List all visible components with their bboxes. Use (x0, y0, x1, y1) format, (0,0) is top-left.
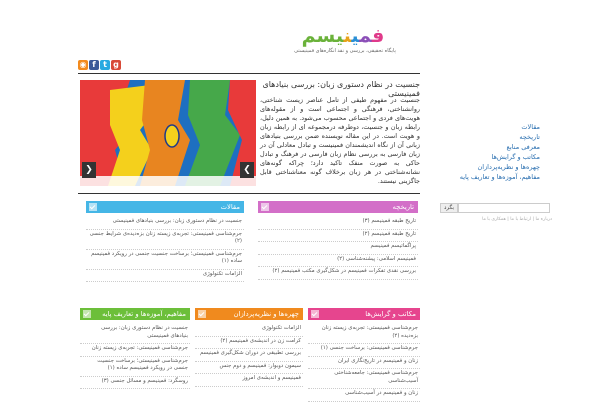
widget-title[interactable]: تاریخچه (392, 203, 414, 211)
list-item[interactable]: بررسی نقدی تفکرات فمینیسم در شکل‌گیری مکتب فمینیسم (۲) (258, 267, 418, 280)
faces-illustration (80, 80, 256, 186)
list-item[interactable]: جرم‌شناسی فمینیستی: برساخت جنسی (۱) (308, 344, 420, 357)
list-item[interactable]: جرم‌شناسی فمینیستی؛ برساخت جنسیت جنسی در رویکرد فمینیسم ساده (۱) (86, 250, 244, 270)
twitter-icon[interactable]: t (100, 60, 110, 70)
list-item[interactable]: سیمون دوبوار: فمینیسم و دوم جنس (195, 362, 303, 375)
logo-letter: یسم (301, 25, 344, 47)
sidebar-nav (440, 122, 540, 182)
widget-concepts (80, 308, 190, 389)
sidebar-item-history[interactable]: تاریخچه (519, 133, 540, 141)
widget-title[interactable]: مقالات (220, 203, 240, 211)
logo-letter: ف (371, 25, 385, 47)
sidebar-footer-links[interactable]: درباره ما | ارتباط با ما | همکاری با ما (482, 217, 552, 222)
logo-letter: ن (343, 25, 352, 47)
check-icon (89, 203, 97, 211)
logo-letter: ی (351, 25, 360, 47)
featured-excerpt: جنسیت در مفهوم طیفی از تامل عناصر زیست شناختی، روانشناختی، فرهنگی و اجتماعی است و از مقوله‌های هویت‌های فردی و اجتماعی محسوب می‌شود. به همین دلیل، رابطه زبان و جنسیت، دوطرفه درمجموعه ای از رابطه زبان و هویت است. در این مقاله نویسنده ضمن بررسی بنیادهای زبانی آن از نگاه اندیشمندان فمینیست و تبادل معادلی آن در زبان فارسی به بررسی نظام زبان فارسی در فرهنگ و تبادل حاکی به صورت منفک تاکید دارد؛ چراکه گونه‌های نشانه‌شناختی در هر زبان برخلاف گونه معناشناختی قابل جاگزینی نیستند. (260, 96, 420, 185)
list-item[interactable]: جرم‌شناسی فمینیستی: تجربه‌ی زیسته زنان بزه‌دیده‌ی شرایط جنسی (۲) (86, 230, 244, 250)
check-icon (83, 310, 91, 318)
widget-header (80, 308, 190, 320)
site-logo[interactable] (300, 26, 386, 46)
list-item[interactable]: تاریخ طبقه فمینیسم (۳) (258, 217, 418, 230)
list-item[interactable]: جرم‌شناسی فمینیستی: جامعه‌شناختی آسیب‌شناسی (308, 369, 420, 389)
list-item[interactable]: کرامت زن در اندیشه‌ی فمینیسم (۲) (195, 337, 303, 350)
sidebar-item-figures[interactable]: چهره‌ها و نظریه‌پردازان (477, 163, 540, 171)
list-item[interactable]: پراگماتیسم فمینیسم (258, 242, 418, 255)
check-icon (311, 310, 319, 318)
site-tagline: پایگاه تحقیقی، بررسی و نقد انگاره‌های فمینیستی (294, 48, 396, 54)
widget-articles (86, 201, 244, 282)
featured-title[interactable]: جنسیت در نظام دستوری زبان: بررسی بنیادهای فمینیستی (262, 80, 420, 98)
list-item[interactable]: جرم‌شناسی فمینیستی: تجربه‌ی زیسته زنان بزه‌دیده (۲) (308, 324, 420, 344)
widget-header (308, 308, 420, 320)
facebook-icon[interactable]: f (89, 60, 99, 70)
widget-title[interactable]: مفاهیم، آموزه‌ها و تعاریف پایه (102, 310, 186, 318)
sidebar-item-sources[interactable]: معرفی منابع (506, 143, 540, 151)
widget-history (258, 201, 418, 280)
list-item[interactable]: جرم‌شناسی فمینیستی: تجربه‌ی زیسته زنان (80, 344, 190, 357)
list-item[interactable]: زنان و فمینیسم در آسیب‌شناسی (308, 389, 420, 402)
widget-list (86, 213, 244, 282)
slider-image[interactable] (80, 80, 256, 186)
widget-list (258, 213, 418, 280)
check-icon (261, 203, 269, 211)
slider-prev-button[interactable]: ❮ (82, 162, 96, 178)
widget-header (258, 201, 418, 213)
list-item[interactable]: روسگرد: فمینیسم و مسائل جنسی (۳) (80, 377, 190, 390)
list-item[interactable]: الزامات تکنولوژی (86, 270, 244, 283)
list-item[interactable]: جنسیت در نظام دستوری زبان: بررسی بنیادهای فمینیستی (80, 324, 190, 344)
logo-letter: م (359, 25, 372, 47)
widget-schools (308, 308, 420, 402)
social-links (78, 60, 121, 70)
list-item[interactable]: فمینیسم اسلامی: پیشنه‌شناسی (۲) (258, 255, 418, 268)
list-item[interactable]: زنان و فمینیسم در تاریخ‌نگاری ایران (308, 357, 420, 370)
sidebar-item-articles[interactable]: مقالات (521, 123, 540, 131)
sidebar-item-schools[interactable]: مکاتب و گرایش‌ها (491, 153, 540, 161)
widget-header (195, 308, 303, 320)
search-form (440, 203, 550, 213)
list-item[interactable]: جنسیت در نظام دستوری زبان: بررسی بنیادهای فمینیستی (86, 217, 244, 230)
widget-list (308, 320, 420, 402)
list-item[interactable]: تاریخ طبقه فمینیسم (۲) (258, 230, 418, 243)
widget-list (195, 320, 303, 387)
list-item[interactable]: فمینیسم و اندیشه‌ی امروز (195, 374, 303, 387)
list-item[interactable]: الزامات تکنولوژی (195, 324, 303, 337)
header-divider (78, 73, 420, 74)
widget-header (86, 201, 244, 213)
content-divider (78, 193, 420, 194)
rss-icon[interactable]: ◉ (79, 60, 87, 69)
widget-list (80, 320, 190, 389)
search-input[interactable] (458, 203, 550, 213)
widget-title[interactable]: چهره‌ها و نظریه‌پردازان (233, 310, 299, 318)
sidebar-item-concepts[interactable]: مفاهیم، آموزه‌ها و تعاریف پایه (459, 173, 540, 181)
widget-title[interactable]: مکاتب و گرایش‌ها (365, 310, 416, 318)
list-item[interactable]: جرم‌شناسی فمینیستی؛ برساخت جنسیت جنسی در رویکرد فمینیسم ساده (۱) (80, 357, 190, 377)
widget-figures (195, 308, 303, 387)
list-item[interactable]: بررسی تطبیقی در دوران شکل‌گیری فمینیسم (195, 349, 303, 362)
slider-next-button[interactable]: ❯ (240, 162, 254, 178)
google-plus-icon[interactable]: g (111, 60, 121, 70)
check-icon (198, 310, 206, 318)
featured-slider[interactable] (80, 80, 256, 186)
search-button[interactable]: بگرد (440, 203, 458, 213)
